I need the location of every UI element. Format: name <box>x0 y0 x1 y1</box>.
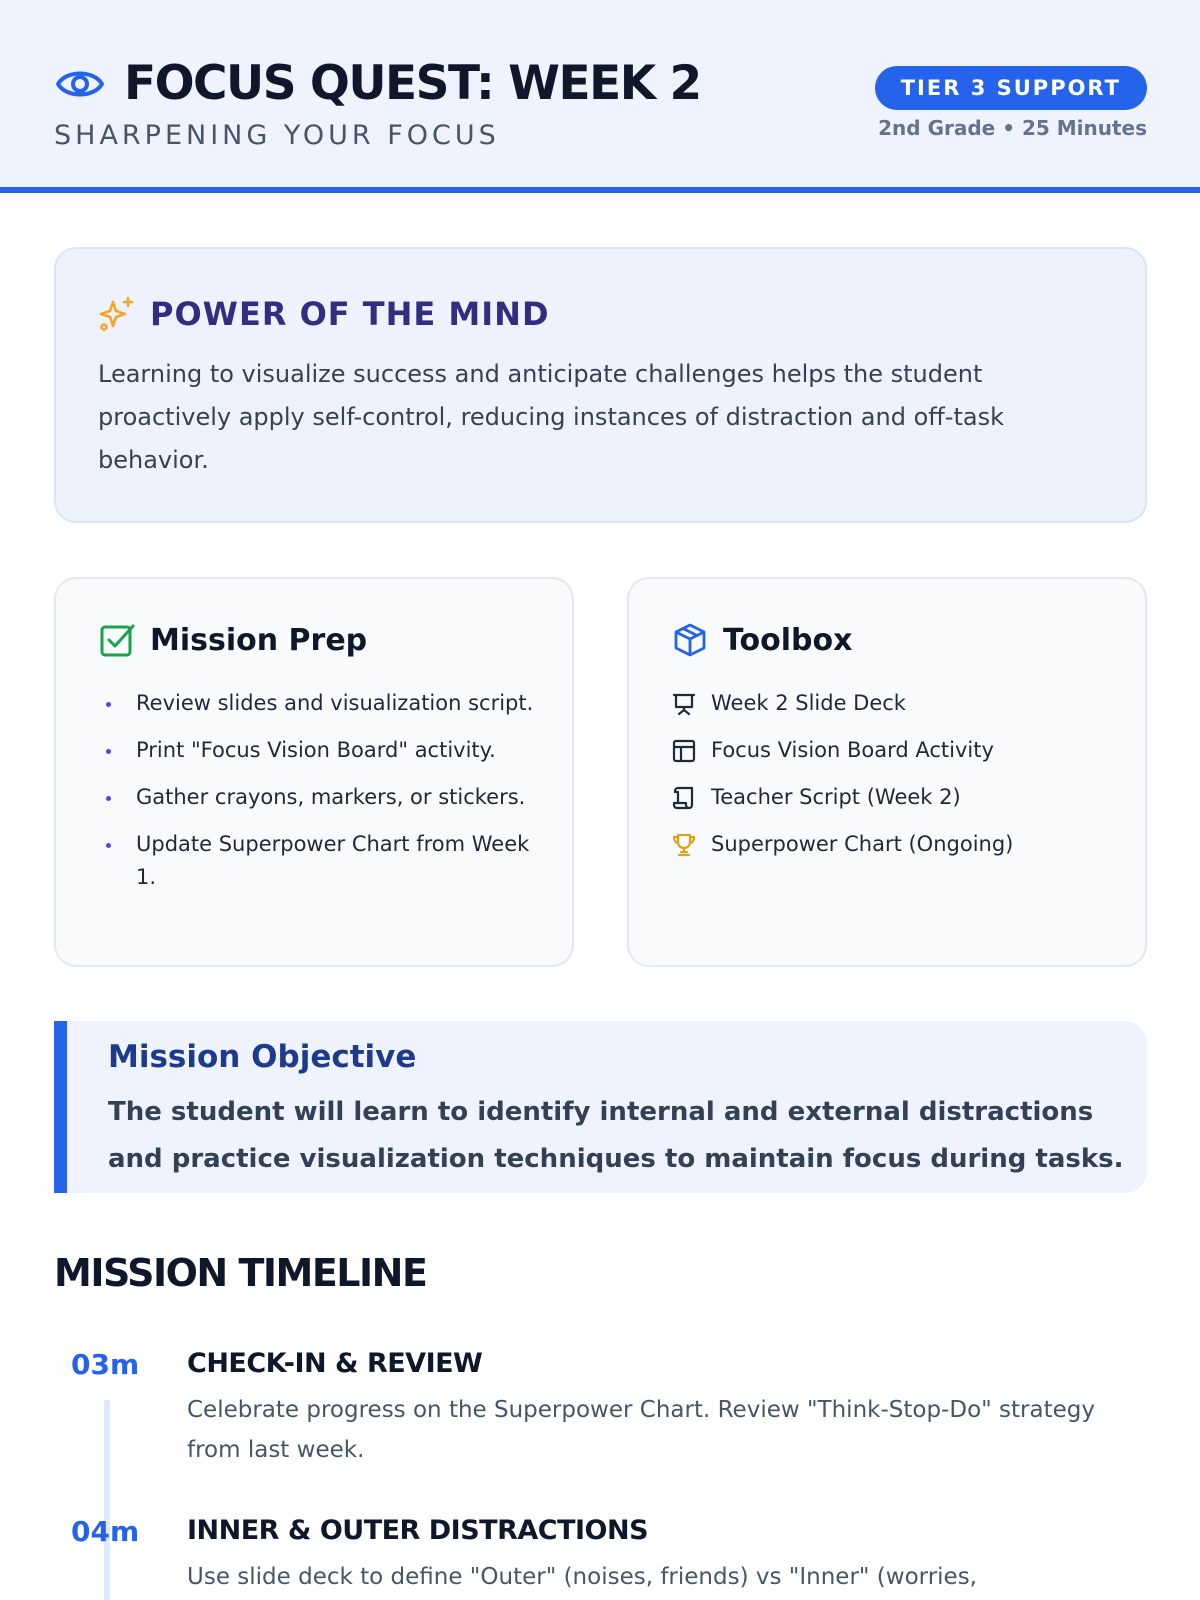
tier-badge: TIER 3 SUPPORT <box>875 66 1147 110</box>
timeline-connector <box>104 1400 110 1600</box>
page-subtitle: SHARPENING YOUR FOCUS <box>54 120 500 151</box>
bullet-dot <box>106 749 111 754</box>
title-row <box>54 54 701 114</box>
power-card-text: Learning to visualize success and anticipate challenges helps the student proactively apply self-control, reducing instances of distraction and off-task behavior. <box>98 360 1004 474</box>
list-item <box>98 781 538 814</box>
mission-prep-card <box>54 577 574 967</box>
objective-text: The student will learn to identify internal and external distractions and practice visualization techniques to maintain focus during tasks. <box>108 1097 1124 1174</box>
list-item <box>671 781 1013 814</box>
list-item-text: Print "Focus Vision Board" activity. <box>136 738 496 762</box>
list-item-text: Review slides and visualization script. <box>136 691 534 715</box>
list-item-text: Gather crayons, markers, or stickers. <box>136 785 526 809</box>
trophy-icon <box>671 832 697 858</box>
list-item <box>98 687 538 720</box>
page-header <box>0 0 1200 193</box>
page-title: FOCUS QUEST: WEEK 2 <box>124 56 701 111</box>
timeline-heading: INNER & OUTER DISTRACTIONS <box>187 1515 649 1546</box>
toolbox-card <box>627 577 1147 967</box>
list-item <box>671 734 1013 767</box>
list-item <box>98 828 538 894</box>
list-item-text: Superpower Chart (Ongoing) <box>711 832 1014 856</box>
bullet-dot <box>106 702 111 707</box>
toolbox-title: Toolbox <box>723 622 853 658</box>
timeline-heading: CHECK-IN & REVIEW <box>187 1348 483 1379</box>
objective-title: Mission Objective <box>108 1039 417 1075</box>
timeline-description: Celebrate progress on the Superpower Chart. Review "Think-Stop-Do" strategy from last week. <box>187 1397 1095 1463</box>
mission-prep-title: Mission Prep <box>150 622 368 658</box>
list-item <box>98 734 538 767</box>
presentation-icon <box>671 691 697 717</box>
power-of-mind-card <box>54 247 1147 523</box>
power-card-title: POWER OF THE MIND <box>150 295 550 333</box>
layout-icon <box>671 738 697 764</box>
bullet-dot <box>106 843 111 848</box>
box-icon <box>671 621 709 659</box>
scroll-icon <box>671 785 697 811</box>
toolbox-header <box>671 621 852 659</box>
list-item-text: Update Superpower Chart from Week 1. <box>136 832 530 889</box>
bullet-dot <box>106 796 111 801</box>
list-item <box>671 828 1013 861</box>
timeline-title: MISSION TIMELINE <box>54 1251 427 1295</box>
mission-prep-header <box>98 621 367 659</box>
list-item <box>671 687 1013 720</box>
list-item-text: Week 2 Slide Deck <box>711 691 906 715</box>
list-item-text: Teacher Script (Week 2) <box>711 785 961 809</box>
power-card-header <box>98 295 550 333</box>
sparkles-icon <box>98 295 136 333</box>
mission-objective <box>54 1021 1147 1193</box>
mission-prep-list <box>98 687 538 908</box>
grade-duration-meta: 2nd Grade • 25 Minutes <box>878 116 1147 140</box>
toolbox-list <box>671 687 1013 875</box>
timeline-description: Use slide deck to define "Outer" (noises, friends) vs "Inner" (worries, <box>187 1564 977 1590</box>
timeline-duration: 04m <box>71 1515 140 1548</box>
timeline-duration: 03m <box>71 1348 140 1381</box>
eye-icon <box>54 58 106 110</box>
checkbox-icon <box>98 621 136 659</box>
list-item-text: Focus Vision Board Activity <box>711 738 994 762</box>
